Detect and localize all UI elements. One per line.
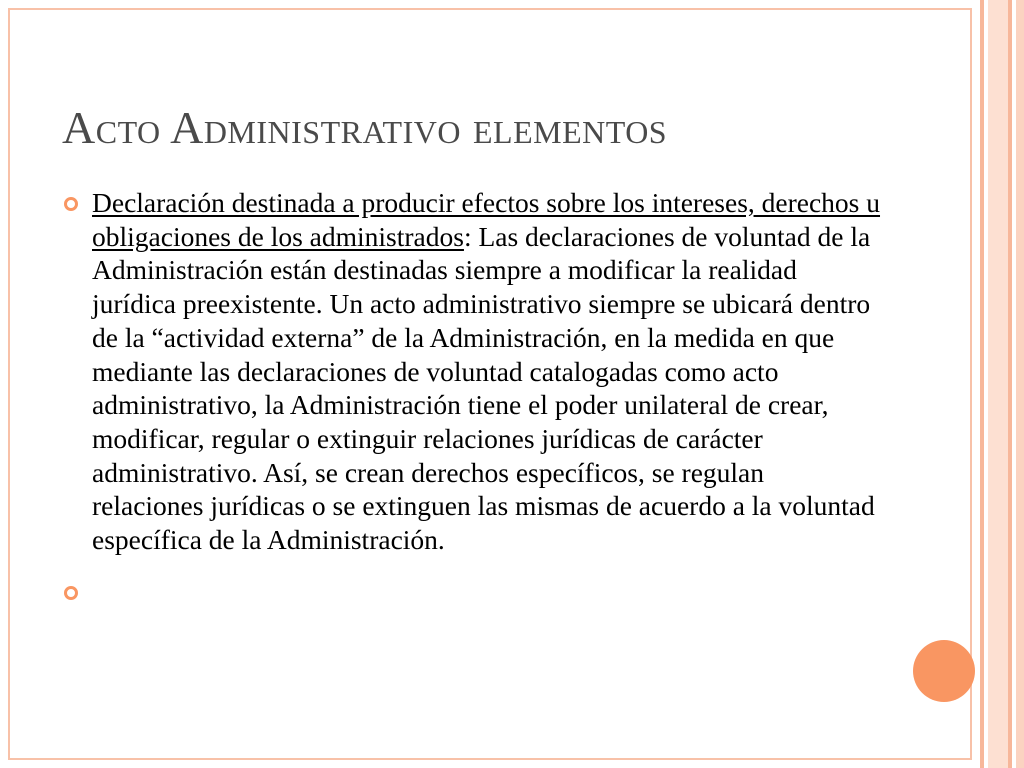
decorative-stripe xyxy=(1016,0,1024,768)
decorative-stripe xyxy=(1008,0,1012,768)
bullet-underlined-text: Declaración destinada a producir efectos sobre los intereses, derechos u obligaciones de los administrados xyxy=(92,187,881,252)
bullet-circle-icon xyxy=(64,586,78,600)
decorative-circle xyxy=(913,640,975,702)
bullet-body-text: : Las declaraciones de voluntad de la Administración están destinadas siempre a modificar la realidad jurídica preexistente. Un acto administrativo siempre se ubicará dentro de la “actividad externa” de la Administración, en la medida en que mediante las declaraciones de voluntad catalogadas como acto administrativo, la Administración tiene el poder unilateral de crear, modificar, regular o extinguir relaciones jurídicas de carácter administrativo. Así, se crean derechos específicos, se regulan relaciones jurídicas o se extinguen las mismas de acuerdo a la voluntad específica de la Administración. xyxy=(92,220,875,556)
bullet-item xyxy=(92,186,882,557)
bullet-item-empty xyxy=(92,575,882,609)
bullet-list xyxy=(92,186,882,609)
decorative-stripe xyxy=(980,0,984,768)
decorative-stripe xyxy=(988,0,1008,768)
slide-title: Acto Administrativo elementos xyxy=(62,102,668,153)
bullet-circle-icon xyxy=(64,197,78,211)
